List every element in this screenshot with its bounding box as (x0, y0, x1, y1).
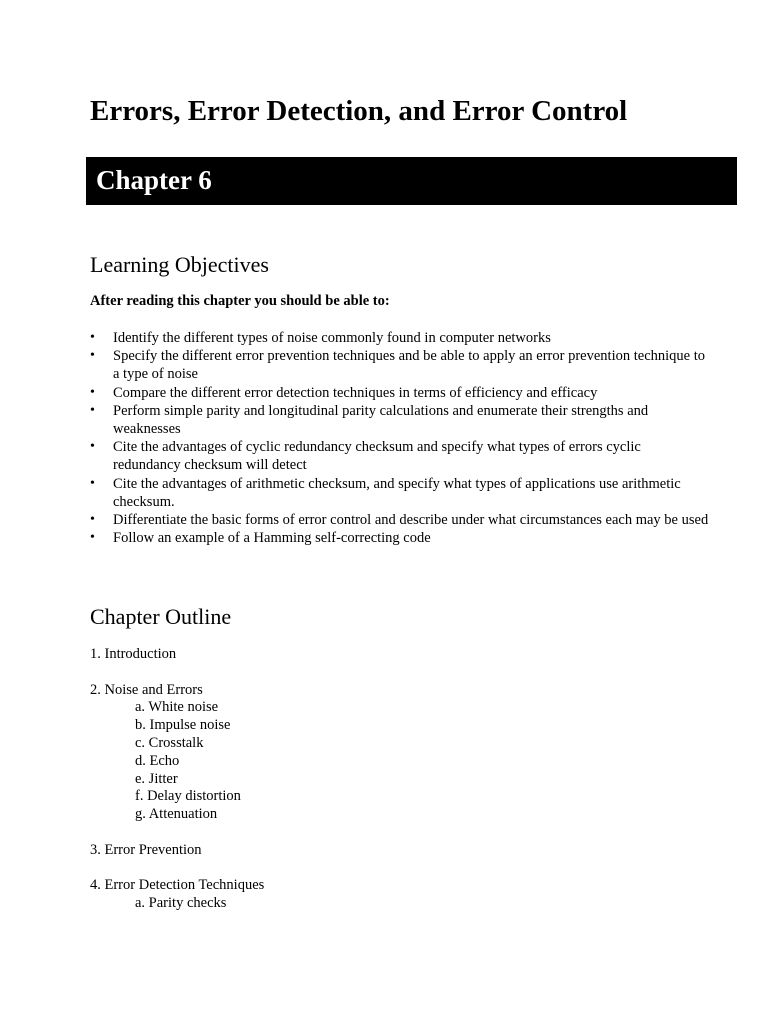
objective-text: Cite the advantages of cyclic redundancy checksum and specify what types of errors cyclic redundancy checksum will detect (113, 439, 641, 474)
outline-spacer (90, 824, 690, 842)
objective-text: Differentiate the basic forms of error control and describe under what circumstances each may be used (113, 512, 709, 529)
outline-subitem: e. Jitter (135, 770, 178, 787)
learning-objectives-heading: Learning Objectives (90, 252, 269, 277)
bullet-icon: • (90, 330, 95, 345)
bullet-icon: • (90, 512, 95, 528)
outline-subitem: a. White noise (135, 699, 219, 716)
bullet-icon: • (90, 439, 95, 455)
chapter-label: Chapter 6 (96, 165, 212, 195)
objective-item (90, 402, 710, 438)
objective-text: Follow an example of a Hamming self-correcting code (113, 530, 431, 547)
objective-text: Perform simple parity and longitudinal parity calculations and enumerate their strengths and weaknesses (113, 402, 649, 438)
objective-item (90, 329, 710, 347)
bullet-icon: • (90, 384, 95, 400)
objective-text: Identify the different types of noise commonly found in computer networks (113, 330, 551, 346)
bullet-icon: • (90, 530, 95, 546)
objectives-list (90, 329, 710, 547)
objective-item (90, 475, 710, 511)
objective-text: Specify the different error prevention techniques and be able to apply an error prevention technique to a type of noise (113, 348, 705, 383)
objective-item (90, 347, 710, 383)
outline-subitem: a. Parity checks (135, 895, 227, 912)
objective-item (90, 511, 710, 529)
outline-section: 2. Noise and Errors (90, 681, 203, 698)
objective-text: Cite the advantages of arithmetic checksum, and specify what types of applications use arithmetic checksum. (113, 475, 681, 510)
objective-text: Compare the different error detection techniques in terms of efficiency and efficacy (113, 384, 598, 401)
outline-spacer (90, 664, 690, 682)
bullet-icon: • (90, 348, 95, 364)
objectives-intro: After reading this chapter you should be able to: (90, 293, 390, 309)
chapter-outline-heading: Chapter Outline (90, 604, 232, 629)
outline-subitem: c. Crosstalk (135, 734, 204, 751)
chapter-outline (90, 646, 690, 913)
outline-subitem: f. Delay distortion (135, 788, 241, 805)
bullet-icon: • (90, 402, 95, 418)
outline-subitem: g. Attenuation (135, 806, 218, 823)
objective-item (90, 384, 710, 402)
bullet-icon: • (90, 475, 95, 491)
outline-subitem: b. Impulse noise (135, 717, 231, 734)
outline-section: 4. Error Detection Techniques (90, 877, 265, 894)
outline-spacer (90, 860, 690, 878)
objective-item (90, 529, 710, 547)
outline-subitem: d. Echo (135, 752, 180, 769)
chapter-banner (86, 157, 737, 205)
outline-section: 1. Introduction (90, 646, 177, 662)
objective-item (90, 438, 710, 474)
document-title: Errors, Error Detection, and Error Control (90, 95, 628, 127)
outline-section: 3. Error Prevention (90, 841, 202, 858)
